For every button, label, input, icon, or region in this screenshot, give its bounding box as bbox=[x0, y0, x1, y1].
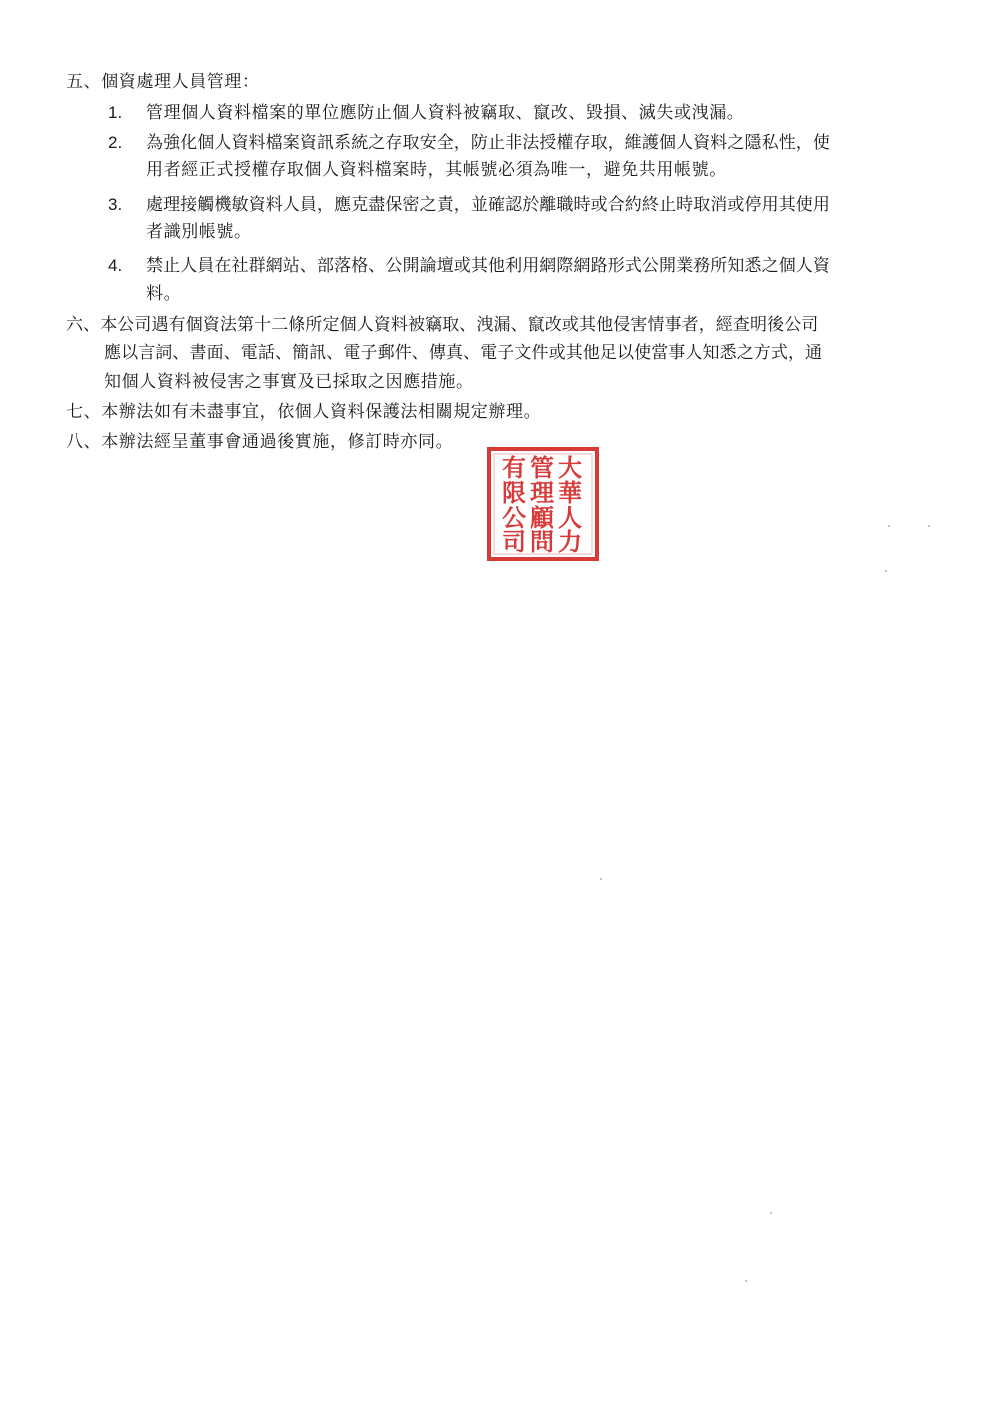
item-1-number: 1. bbox=[108, 103, 123, 122]
item-3-text-line-1: 處理接觸機敏資料人員，應克盡保密之責，並確認於離職時或合約終止時取消或停用其使用 bbox=[146, 195, 830, 215]
scan-speck bbox=[928, 525, 930, 527]
svg-text:理: 理 bbox=[530, 478, 554, 507]
item-2-text-line-1: 為強化個人資料檔案資訊系統之存取安全，防止非法授權存取，維護個人資料之隱私性，使 bbox=[146, 133, 830, 153]
section-6-line-3: 知個人資料被侵害之事實及已採取之因應措施。 bbox=[104, 372, 474, 392]
section-6-line-1: 六、本公司遇有個資法第十二條所定個人資料被竊取、洩漏、竄改或其他侵害情事者，經查明後公司 bbox=[66, 315, 819, 335]
item-3-text-line-2: 者識別帳號。 bbox=[146, 222, 252, 242]
svg-text:問: 問 bbox=[530, 527, 554, 556]
svg-text:有: 有 bbox=[502, 453, 526, 482]
item-2-number: 2. bbox=[108, 133, 123, 152]
scan-speck bbox=[770, 1212, 772, 1214]
scan-speck bbox=[888, 525, 890, 527]
item-3-number: 3. bbox=[108, 195, 123, 214]
svg-text:管: 管 bbox=[530, 453, 554, 482]
svg-text:力: 力 bbox=[558, 527, 582, 556]
company-seal-stamp bbox=[486, 446, 600, 562]
svg-text:顧: 顧 bbox=[530, 503, 554, 532]
section-8: 八、本辦法經呈董事會通過後實施，修訂時亦同。 bbox=[66, 432, 454, 452]
scan-speck bbox=[600, 878, 602, 880]
svg-text:大: 大 bbox=[558, 453, 582, 482]
svg-text:公: 公 bbox=[502, 503, 526, 532]
item-4-text-line-1: 禁止人員在社群網站、部落格、公開論壇或其他利用網際網路形式公開業務所知悉之個人資 bbox=[146, 256, 830, 276]
svg-text:人: 人 bbox=[558, 503, 582, 532]
scan-speck bbox=[885, 570, 887, 572]
section-6-line-2: 應以言詞、書面、電話、簡訊、電子郵件、傳真、電子文件或其他足以使當事人知悉之方式，通 bbox=[104, 343, 823, 363]
svg-text:限: 限 bbox=[502, 478, 526, 507]
item-2-text-line-2: 用者經正式授權存取個人資料檔案時，其帳號必須為唯一，避免共用帳號。 bbox=[146, 160, 727, 180]
item-4-number: 4. bbox=[108, 256, 123, 275]
section-7: 七、本辦法如有未盡事宜，依個人資料保護法相關規定辦理。 bbox=[66, 402, 542, 422]
item-4-text-line-2: 料。 bbox=[146, 284, 182, 304]
svg-text:華: 華 bbox=[558, 478, 582, 507]
item-1-text: 管理個人資料檔案的單位應防止個人資料被竊取、竄改、毀損、滅失或洩漏。 bbox=[146, 103, 745, 123]
section-5-heading: 五、個資處理人員管理： bbox=[66, 72, 260, 92]
scan-speck bbox=[745, 1280, 747, 1282]
svg-text:司: 司 bbox=[502, 527, 526, 556]
